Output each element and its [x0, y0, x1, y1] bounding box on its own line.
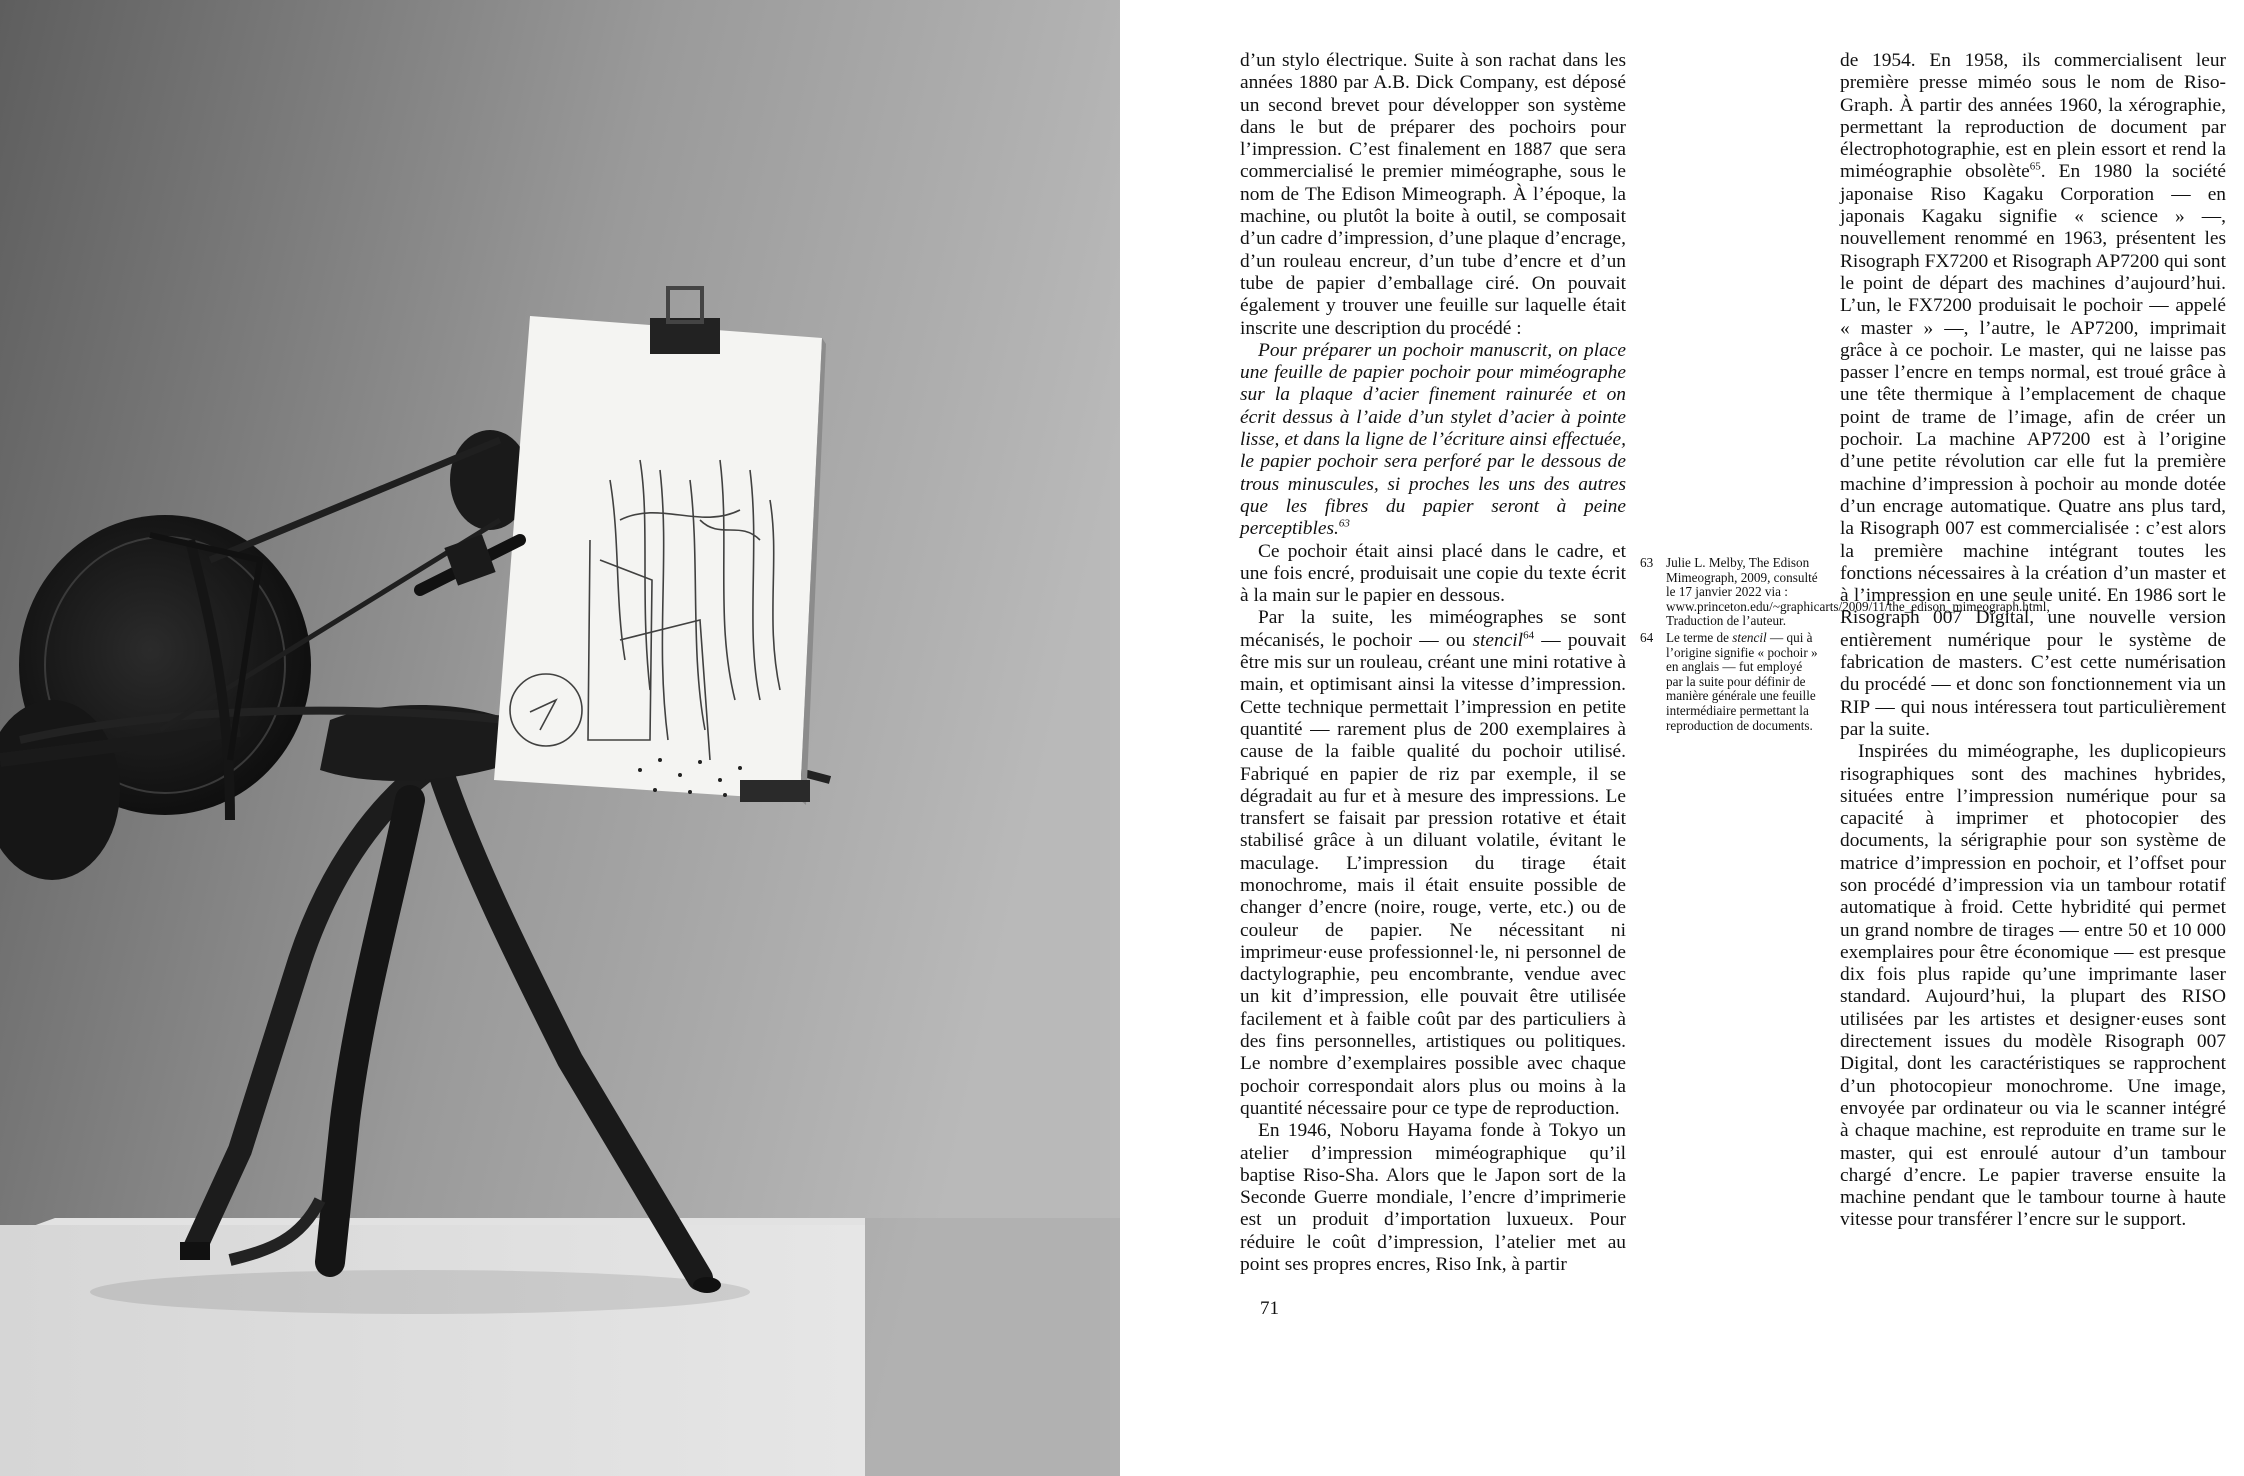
text-page [1120, 0, 2244, 1476]
paragraph: d’un stylo électrique. Suite à son rachat dans les années 1880 par A.B. Dick Company, est déposé un second brevet pour développer son système dans le but de préparer des pochoirs pour l’impression. C’est finalement en 1887 que sera commercialisé le premier miméographe, sous le nom de The Edison Mimeograph. À l’époque, la machine, ou plutôt la boite à outil, se composait d’un cadre d’impression, d’une plaque d’encrage, d’un rouleau encreur, d’un tube d’encre et d’un tube de papier d’emballage ciré. On pouvait également y trouver une feuille sur laquelle était inscrite une description du procédé : [1240, 50, 1626, 339]
paragraph: En 1946, Noboru Hayama fonde à Tokyo un atelier d’impression miméographique qu’il baptise Riso-Sha. Alors que le Japon sort de la Seconde Guerre mondiale, l’encre d’imprimerie est un produit d’importation luxueux. Pour réduire le coût d’impression, l’atelier met au point ses propres encres, Riso Ink, à partir [1240, 1120, 1626, 1276]
paragraph: Par la suite, les miméographes se sont mécanisés, le pochoir — ou stencil$^{64}$ — pouvait être mis sur un rouleau, créant une mini rotative à main, et optimisant ainsi la vitesse d’impression. Cette technique permettait l’impression en petite quantité — rarement plus de 200 exemplaires à cause de la faible qualité du pochoir utilisé. Fabriqué en papier de riz par exemple, il se dégradait au fur et à mesure des impressions. Le transfert se faisait par pression rotative et était stabilisé grâce à un diluant volatile, évitant le maculage. L’impression du tirage était monochrome, mais il était ensuite possible de changer d’encre (noire, rouge, verte, etc.) ou de couleur de papier. Ne nécessitant ni imprimeur·euse professionnel·le, ni personnel de dactylographie, peu encombrante, vendue avec un kit d’impression, elle pouvait être utilisée facilement et à faible coût par des particuliers à des fins personnelles, artistiques ou politiques. Le nombre d’exemplaires possible avec chaque pochoir correspondait alors plus ou moins à la quantité nécessaire pour ce type de reproduction. [1240, 607, 1626, 1119]
footnote-text: Julie L. Melby, The Edison Mimeograph, 2009, consulté le 17 janvier 2022 via : www.princeton.edu/~graphicarts/2009/11/the_edison_mimeograph.html, Traduction de l’auteur. [1666, 555, 2050, 629]
page-number: 71 [1260, 1298, 1279, 1319]
sculpture-photograph [0, 0, 1120, 1476]
footnotes [1640, 555, 2050, 735]
footnote-text: Le terme de stencil — qui à l’origine signifie « pochoir » en anglais — fut employé par la suite pour définir de manière générale une feuille intermédiaire permettant la reproduction de documents. [1666, 629, 1818, 733]
footnote-number: 63 [1640, 555, 1654, 570]
quote-paragraph: Pour préparer un pochoir manuscrit, on place une feuille de papier pochoir pour miméographe sur la plaque d’acier finement rainurée et on écrit dessus à l’aide d’un stylet d’acier à pointe lisse, et dans la ligne de l’écriture ainsi effectuée, le papier pochoir sera perforé par le dessous de trous minuscules, si proches les uns des autres que les fibres du papier seront à peine perceptibles.$^{63}$ [1240, 339, 1626, 540]
paragraph: Ce pochoir était ainsi placé dans le cadre, et une fois encré, produisait une copie du texte écrit à la main sur le papier en dessous. [1240, 540, 1626, 607]
footnote-ref: 64 [1523, 629, 1535, 642]
footnote-64 [1640, 631, 1820, 733]
paragraph: de 1954. En 1958, ils commercialisent leur première presse miméo sous le nom de Riso-Graph. À partir des années 1960, la xérographie, permettant la reproduction de document par électrophotographie, est en plein essort et rend la miméographie obsolète$^{65}$. En 1980 la société japonaise Riso Kagaku Corporation — en japonais Kagaku signifie « science » —, nouvellement renommé en 1963, présentent les Risograph FX7200 et Risograph AP7200 qui sont le point de départ des machines d’aujourd’hui. L’un, le FX7200 produisait le pochoir — appelé « master » —, l’autre, le AP7200, imprimait grâce à ce pochoir. Le master, qui ne laisse pas passer l’encre en temps normal, est troué grâce à une tête thermique à l’emplacement de chaque point de trame de l’image, afin de créer un pochoir. La machine AP7200 est à l’origine d’une petite révolution car elle fut la première machine d’impression à pochoir au monde dotée d’un encrage automatique. Quatre ans plus tard, la Risograph 007 est commercialisée : c’est alors la première machine intégrant toutes les fonctions nécessaires à la création d’un master et à l’impression en une seule unité. En 1986 sort le Risograph 007 Digital, une nouvelle version entièrement numérique pour le système de fabrication de masters. C’est cette numérisation du procédé — et donc son fonctionnement via un RIP — qui nous intéressera tout particulièrement par la suite. [1840, 50, 2227, 740]
drawing-machine-photo [0, 0, 1120, 1476]
footnote-ref: 65 [2029, 161, 2041, 174]
footnote-number: 64 [1640, 629, 1654, 645]
text-column-2 [1840, 50, 2226, 1232]
footnote-63 [1640, 555, 2050, 629]
footnote-ref: 63 [1338, 517, 1350, 530]
paragraph: Inspirées du miméographe, les duplicopieurs risographiques sont des machines hybrides, situées entre l’impression numérique pour sa capacité à imprimer et photocopier des documents, la sérigraphie pour son système de matrice d’impression en pochoir, et l’offset pour son procédé d’impression via un tambour rotatif automatique à froid. Cette hybridité qui permet un grand nombre de tirages — entre 50 et 10 000 exemplaires pour être économique — est presque dix fois plus rapide qu’une imprimante laser standard. Aujourd’hui, la plupart des RISO utilisées par les artistes et designer·euses sont directement issues du modèle Risograph 007 Digital, dont les caractéristiques se rapprochent d’un photocopieur monochrome. Une image, envoyée par ordinateur ou via le scanner intégré à chaque machine, est reproduite en trame sur le master, qui est enroulé autour d’un tambour chargé d’encre. Le papier traverse ensuite la machine pendant que le tambour tourne à haute vitesse pour transférer l’encre sur le support. [1840, 741, 2226, 1231]
text-column-1 [1240, 50, 1626, 1276]
